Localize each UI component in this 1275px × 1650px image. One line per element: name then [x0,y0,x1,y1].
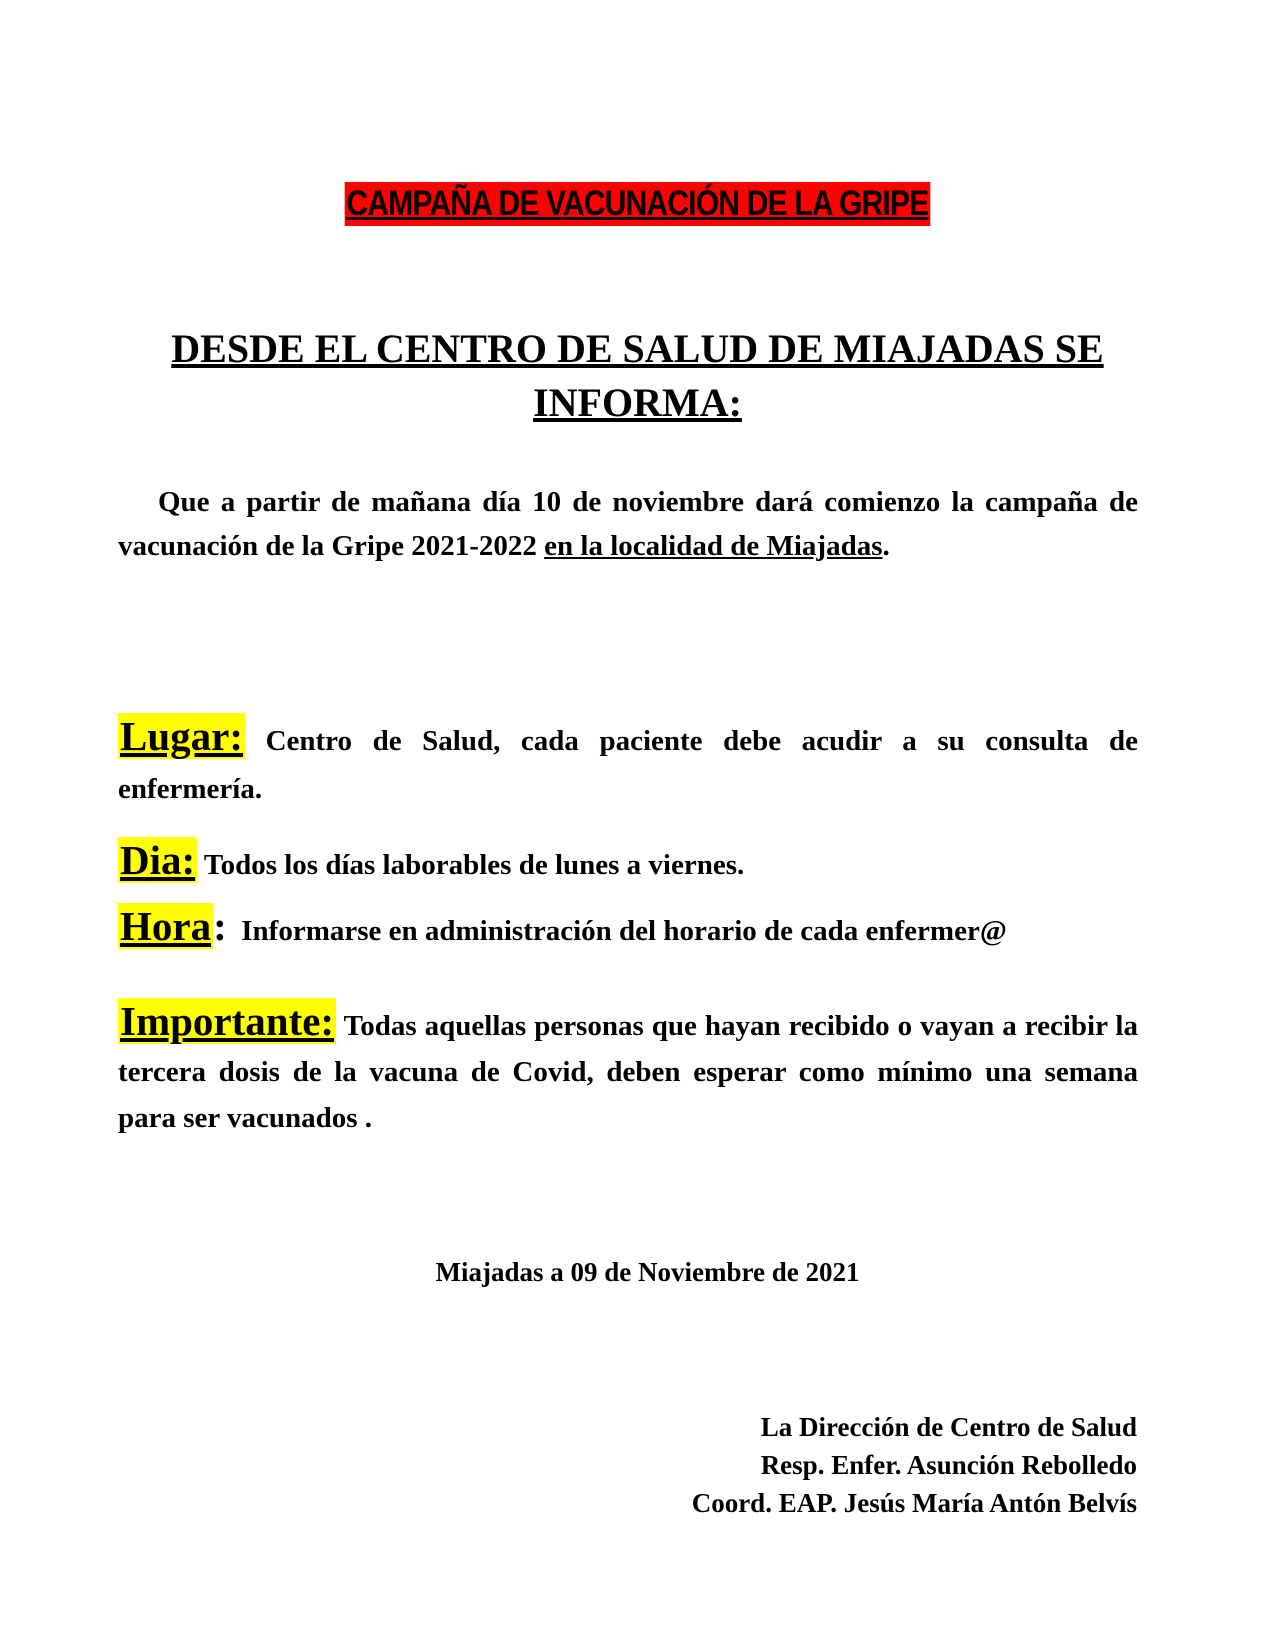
heading-line-2: INFORMA: [533,380,742,425]
dia-label: Dia: [120,837,196,883]
heading-line-1: DESDE EL CENTRO DE SALUD DE MIAJADAS SE [171,326,1104,371]
campaign-banner [0,182,1275,226]
importante-text: Todas aquellas personas que hayan recibido o vayan a recibir la tercera dosis de la vacuna de Covid, deben esperar como mínimo una semana para ser vacunados . [118,1010,1138,1134]
lugar-text: Centro de Salud, cada paciente debe acudir a su consulta de enfermería. [118,725,1138,805]
intro-text: Que a partir de mañana día 10 de noviembre dará comienzo la campaña de vacunación de la Gripe 2021-2022 [118,486,1138,562]
importante-section [118,998,1138,1141]
signature-line-3: Coord. EAP. Jesús María Antón Belvís [691,1488,1137,1518]
intro-location: en la localidad de Miajadas [544,530,883,562]
hora-section [118,902,1138,955]
dia-text: Todos los días laborables de lunes a viernes. [203,849,745,881]
intro-period: . [882,530,890,562]
intro-paragraph [118,480,1138,568]
signature-line-2: Resp. Enfer. Asunción Rebolledo [760,1450,1137,1480]
banner-title: CAMPAÑA DE VACUNACIÓN DE LA GRIPE [345,182,930,226]
date-line: Miajadas a 09 de Noviembre de 2021 [435,1257,860,1287]
page-heading [0,322,1275,430]
dia-section [118,836,1138,889]
signature-block [692,1408,1137,1522]
importante-label: Importante: [120,998,335,1044]
signature-line-1: La Dirección de Centro de Salud [760,1412,1137,1442]
hora-text: Informarse en administración del horario de cada enfermer@ [241,915,1007,947]
lugar-section [118,712,1138,813]
hora-colon: : [213,903,227,949]
lugar-label: Lugar: [120,713,243,759]
hora-label: Hora [120,903,212,949]
